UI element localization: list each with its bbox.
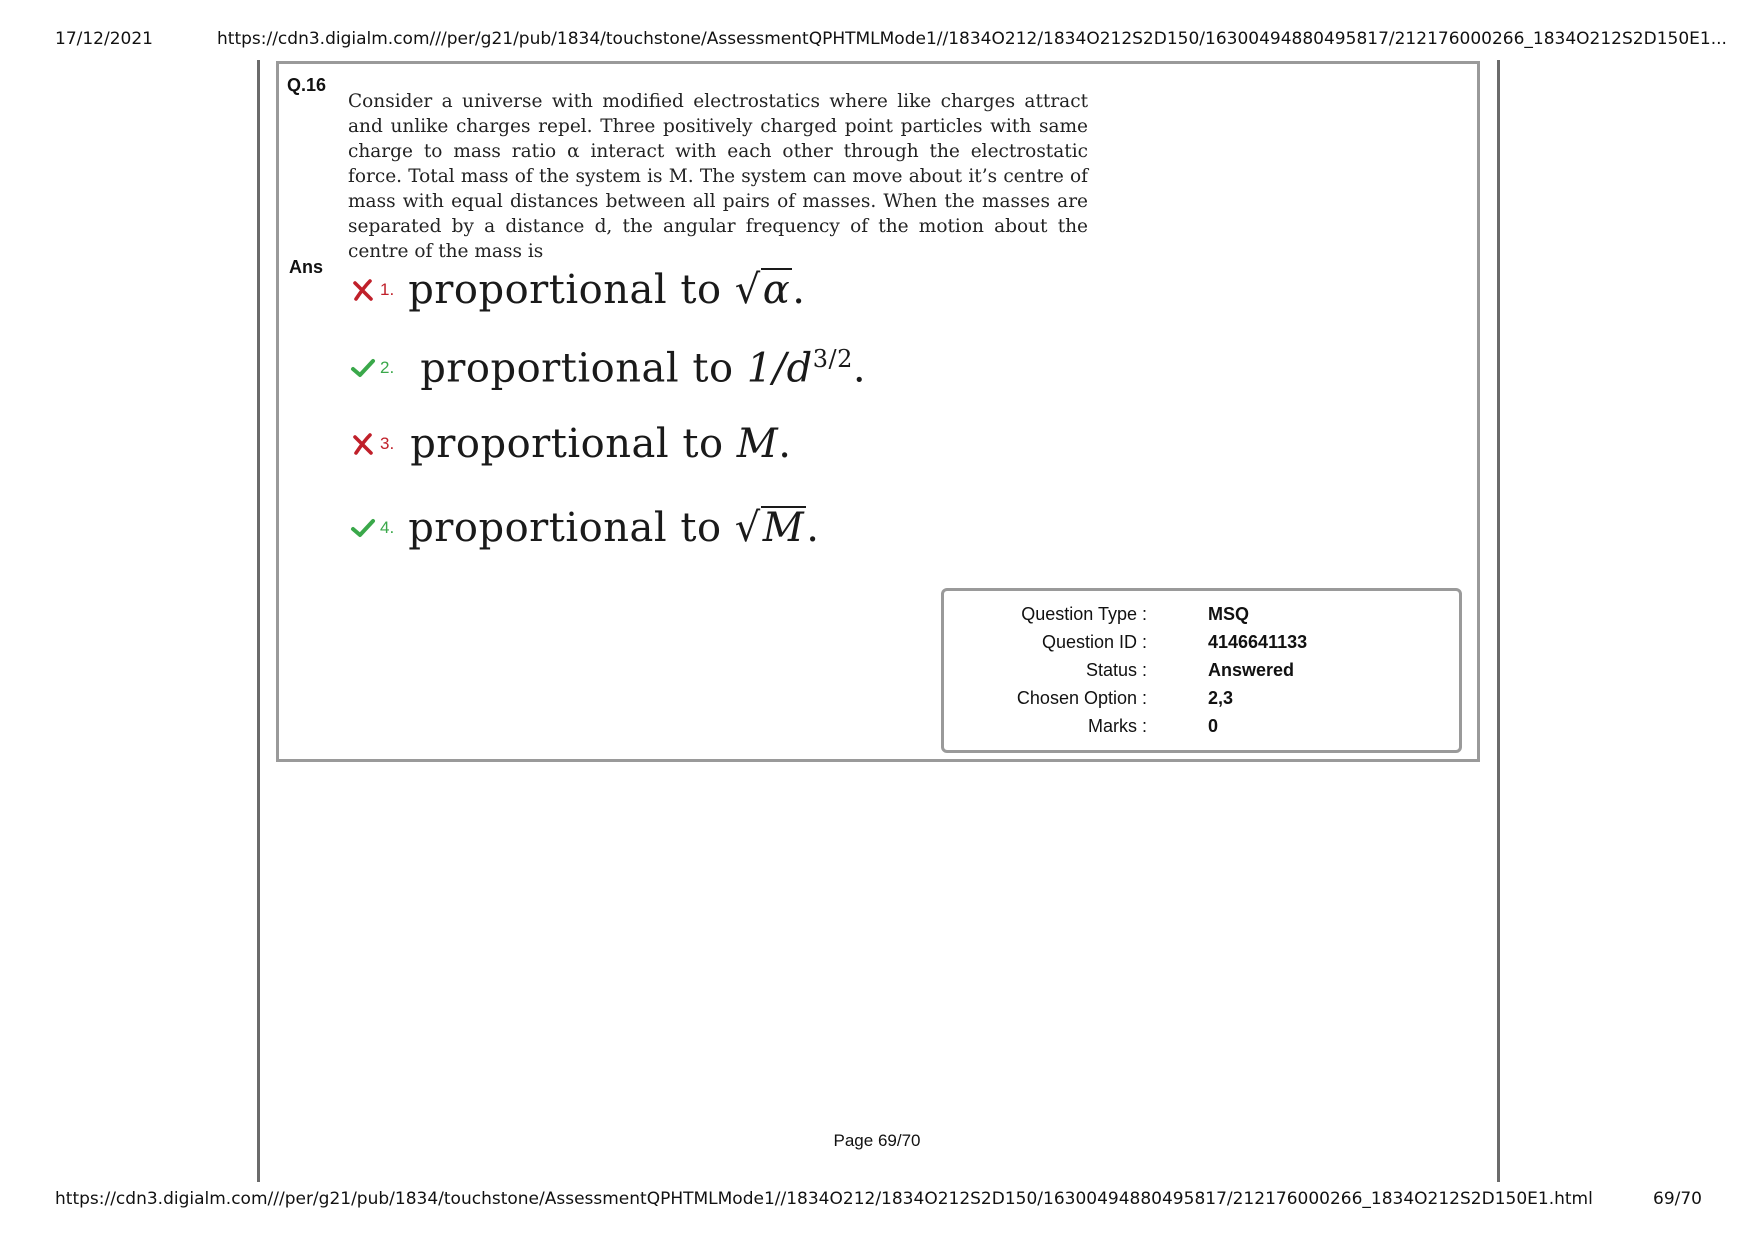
footer-page-count: 69/70: [1653, 1189, 1702, 1209]
check-icon: [350, 355, 376, 381]
answer-label: Ans: [289, 257, 324, 277]
question-text: Consider a universe with modified electrostatics where like charges attract and unlike charges repel. Three positively charged point particles with same charge to mass ratio α interact with each other through the electrostatic force. Total mass of the system is M. The system can move about it’s centre of mass with equal distances between all pairs of masses. When the masses are separated by a distance d, the angular frequency of the motion about the centre of the mass is: [348, 91, 1088, 262]
footer-url: https://cdn3.digialm.com///per/g21/pub/1834/touchstone/AssessmentQPHTMLMode1//1834O212/1834O212S2D150/16300494880495817/212176000266_1834O212S2D150E1.html: [55, 1189, 1593, 1209]
status-label: Status :: [1085, 660, 1147, 680]
option-number: 4.: [380, 518, 395, 537]
question-type-value: MSQ: [1208, 604, 1250, 624]
option-3: [350, 421, 791, 467]
print-date: 17/12/2021: [55, 29, 153, 49]
option-4: [350, 505, 819, 551]
question-number: Q.16: [287, 75, 327, 95]
option-number: 3.: [380, 434, 395, 453]
question-info-panel: [941, 588, 1462, 753]
check-icon: [350, 515, 376, 541]
marks-value: 0: [1208, 716, 1219, 736]
option-2: [350, 345, 866, 391]
marks-label: Marks :: [1087, 716, 1147, 736]
question-id-label: Question ID :: [1041, 632, 1147, 652]
sqrt-symbol: √α: [734, 267, 791, 313]
question-id-value: 4146641133: [1208, 632, 1308, 652]
left-page-border: [257, 60, 260, 1182]
option-text: proportional to √α.: [408, 267, 806, 313]
cross-icon: [350, 431, 376, 457]
print-url: https://cdn3.digialm.com///per/g21/pub/1834/touchstone/AssessmentQPHTMLMode1//1834O212/1834O212S2D150/16300494880495817/212176000266_1834O212S2D150E1...: [217, 29, 1727, 49]
page-indicator: Page 69/70: [833, 1131, 921, 1150]
chosen-option-label: Chosen Option :: [1016, 688, 1147, 708]
chosen-option-value: 2,3: [1208, 688, 1234, 708]
cross-icon: [350, 277, 376, 303]
status-value: Answered: [1208, 660, 1295, 680]
question-type-label: Question Type :: [1021, 604, 1147, 624]
option-text: proportional to M.: [410, 421, 792, 467]
right-page-border: [1497, 60, 1500, 1182]
option-text: proportional to $1/d^{3/2}$.: [420, 345, 867, 392]
option-text: proportional to √M.: [408, 505, 820, 551]
option-number: 2.: [380, 358, 395, 378]
sqrt-symbol: √M: [734, 505, 805, 551]
option-number: 1.: [380, 280, 395, 299]
option-1: [350, 267, 805, 313]
